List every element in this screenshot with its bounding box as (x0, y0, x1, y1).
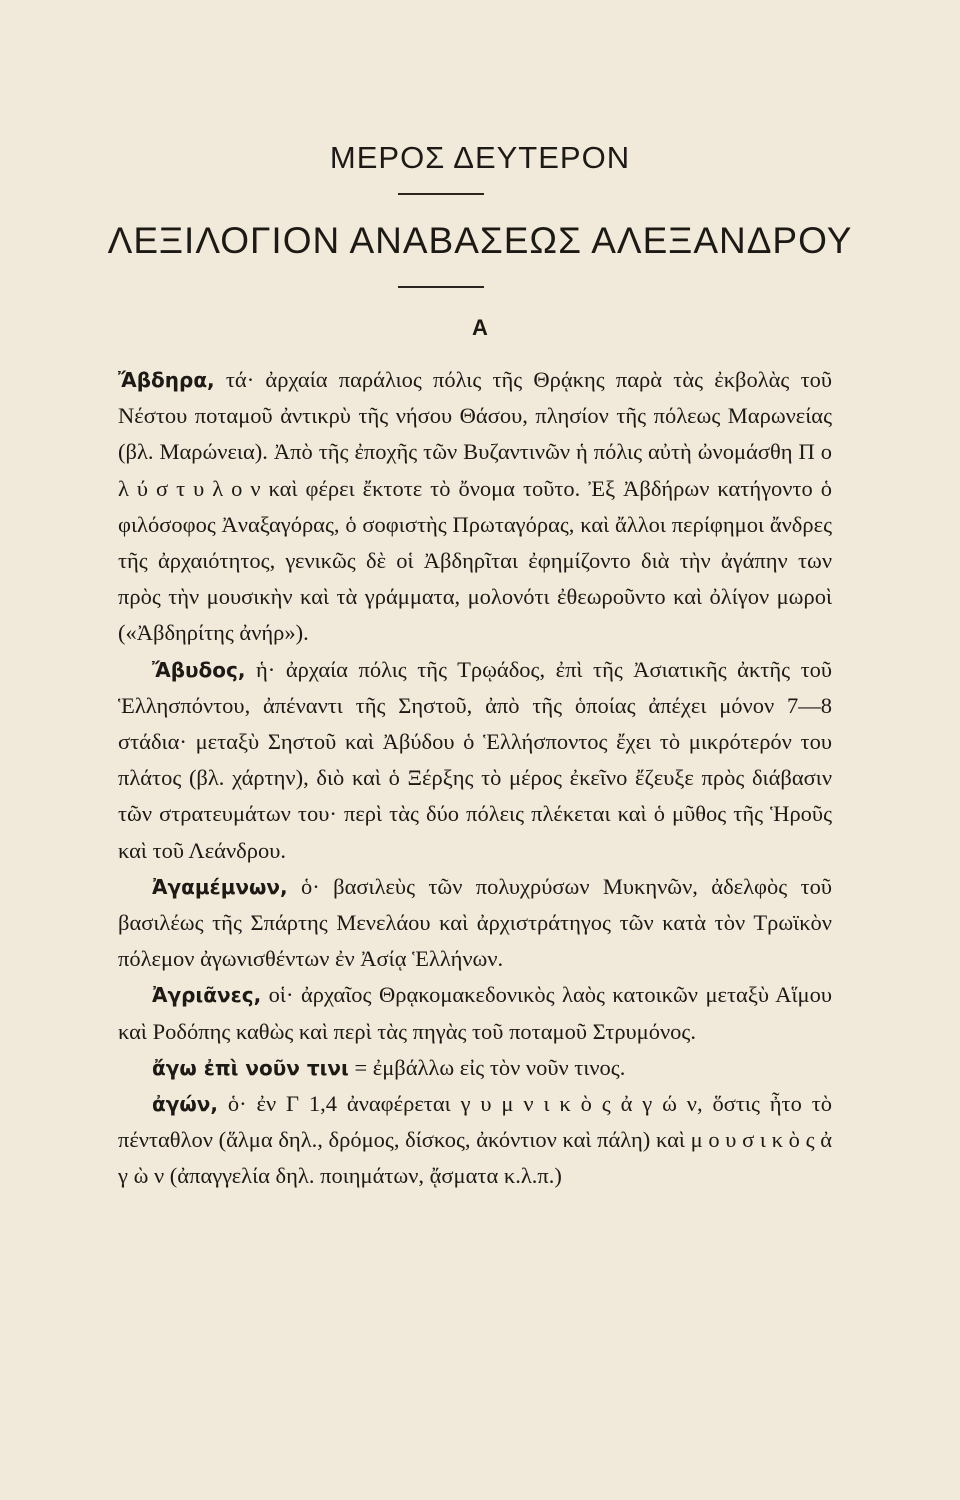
divider-rule-top (398, 193, 484, 195)
entry-lemma: Ἀγαμέμνων, (152, 874, 288, 899)
main-title: ΛΕΞΙΛΟΓΙΟΝ ΑΝΑΒΑΣΕΩΣ ΑΛΕΞΑΝΔΡΟΥ (107, 220, 853, 261)
glossary-body (118, 362, 832, 1195)
glossary-entry-abdera (118, 362, 832, 652)
section-letter: Α (472, 315, 488, 340)
glossary-entry-agamemnon (118, 869, 832, 978)
glossary-entry-ago (118, 1050, 832, 1086)
entry-text: ὁ· βασιλεὺς τῶν πολυχρύσων Μυκηνῶν, ἀδελφὸς τοῦ βασιλέως τῆς Σπάρτης Μενελάου καὶ ἀρχιστράτηγος τῶν κατὰ τὸν Τρωϊκὸν πόλεμον ἀγωνισθέντων ἐν Ἀσίᾳ Ἑλλήνων. (118, 873, 832, 972)
entry-lemma: Ἄβυδος, (152, 657, 246, 682)
entry-lemma: ἀγών, (152, 1092, 218, 1117)
glossary-entry-agon (118, 1086, 832, 1195)
divider-rule-bottom (398, 286, 484, 288)
glossary-entry-abydos (118, 652, 832, 869)
entry-lemma: Ἀγριᾶνες, (152, 983, 262, 1008)
entry-lemma: Ἄβδηρα, (118, 368, 215, 392)
part-title: ΜΕΡΟΣ ΔΕΥΤΕΡΟΝ (329, 140, 631, 175)
entry-text: οἱ· ἀρχαῖος Θρᾳκομακεδονικὸς λαὸς κατοικῶν μεταξὺ Αἵμου καὶ Ροδόπης καθὼς καὶ περὶ τὰς πηγὰς τοῦ ποταμοῦ Στρυμόνος. (118, 982, 832, 1044)
entry-text: ἡ· ἀρχαία πόλις τῆς Τρῳάδος, ἐπὶ τῆς Ἀσιατικῆς ἀκτῆς τοῦ Ἑλλησπόντου, ἀπέναντι τῆς Σηστοῦ, ἀπὸ τῆς ὁποίας ἀπέχει μόνον 7—8 στάδια· μεταξὺ Σηστοῦ καὶ Ἀβύδου ὁ Ἑλλήσποντος ἔχει τὸ μικρότερόν του πλάτος (βλ. χάρτην), διὸ καὶ ὁ Ξέρξης τὸ μέρος ἐκεῖνο ἔζευξε πρὸς διάβασιν τῶν στρατευμάτων του· περὶ τὰς δύο πόλεις πλέκεται καὶ ὁ μῦθος τῆς Ἡροῦς καὶ τοῦ Λεάνδρου. (118, 656, 832, 863)
entry-text: = ἐμβάλλω εἰς τὸν νοῦν τινος. (348, 1054, 626, 1080)
entry-text: ὁ· ἐν Γ 1,4 ἀναφέρεται γ υ μ ν ι κ ὸ ς ἀ γ ώ ν, ὅστις ἦτο τὸ πένταθλον (ἅλμα δηλ., δρόμος, δίσκος, ἀκόντιον καὶ πάλη) καὶ μ ο υ σ ι κ ὸ ς ἀ γ ὼ ν (ἀπαγγελία δηλ. ποιημάτων, ᾄσματα κ.λ.π.) (118, 1091, 832, 1189)
entry-lemma: ἄγω ἐπὶ νοῦν τινι (152, 1055, 349, 1080)
entry-text: τά· ἀρχαία παράλιος πόλις τῆς Θρᾴκης παρὰ τὰς ἐκβολὰς τοῦ Νέστου ποταμοῦ ἀντικρὺ τῆς νήσου Θάσου, πλησίον τῆς πόλεως Μαρωνείας (βλ. Μαρώνεια). Ἀπὸ τῆς ἐποχῆς τῶν Βυζαντινῶν ἡ πόλις αὐτὴ ὠνομάσθη Π ο λ ύ σ τ υ λ ο ν καὶ φέρει ἔκτοτε τὸ ὄνομα τοῦτο. Ἐξ Ἀβδήρων κατήγοντο ὁ φιλόσοφος Ἀναξαγόρας, ὁ σοφιστὴς Πρωταγόρας, καὶ ἄλλοι περίφημοι ἄνδρες τῆς ἀρχαιότητος, γενικῶς δὲ οἱ Ἀβδηρῖται ἐφημίζοντο διὰ τὴν ἀγάπην των πρὸς τὴν μουσικὴν καὶ τὰ γράμματα, μολονότι ἐθεωροῦντο καὶ ὀλίγον μωροὶ («Ἀβδηρίτης ἀνήρ»). (118, 367, 832, 646)
glossary-entry-agrianes (118, 977, 832, 1049)
